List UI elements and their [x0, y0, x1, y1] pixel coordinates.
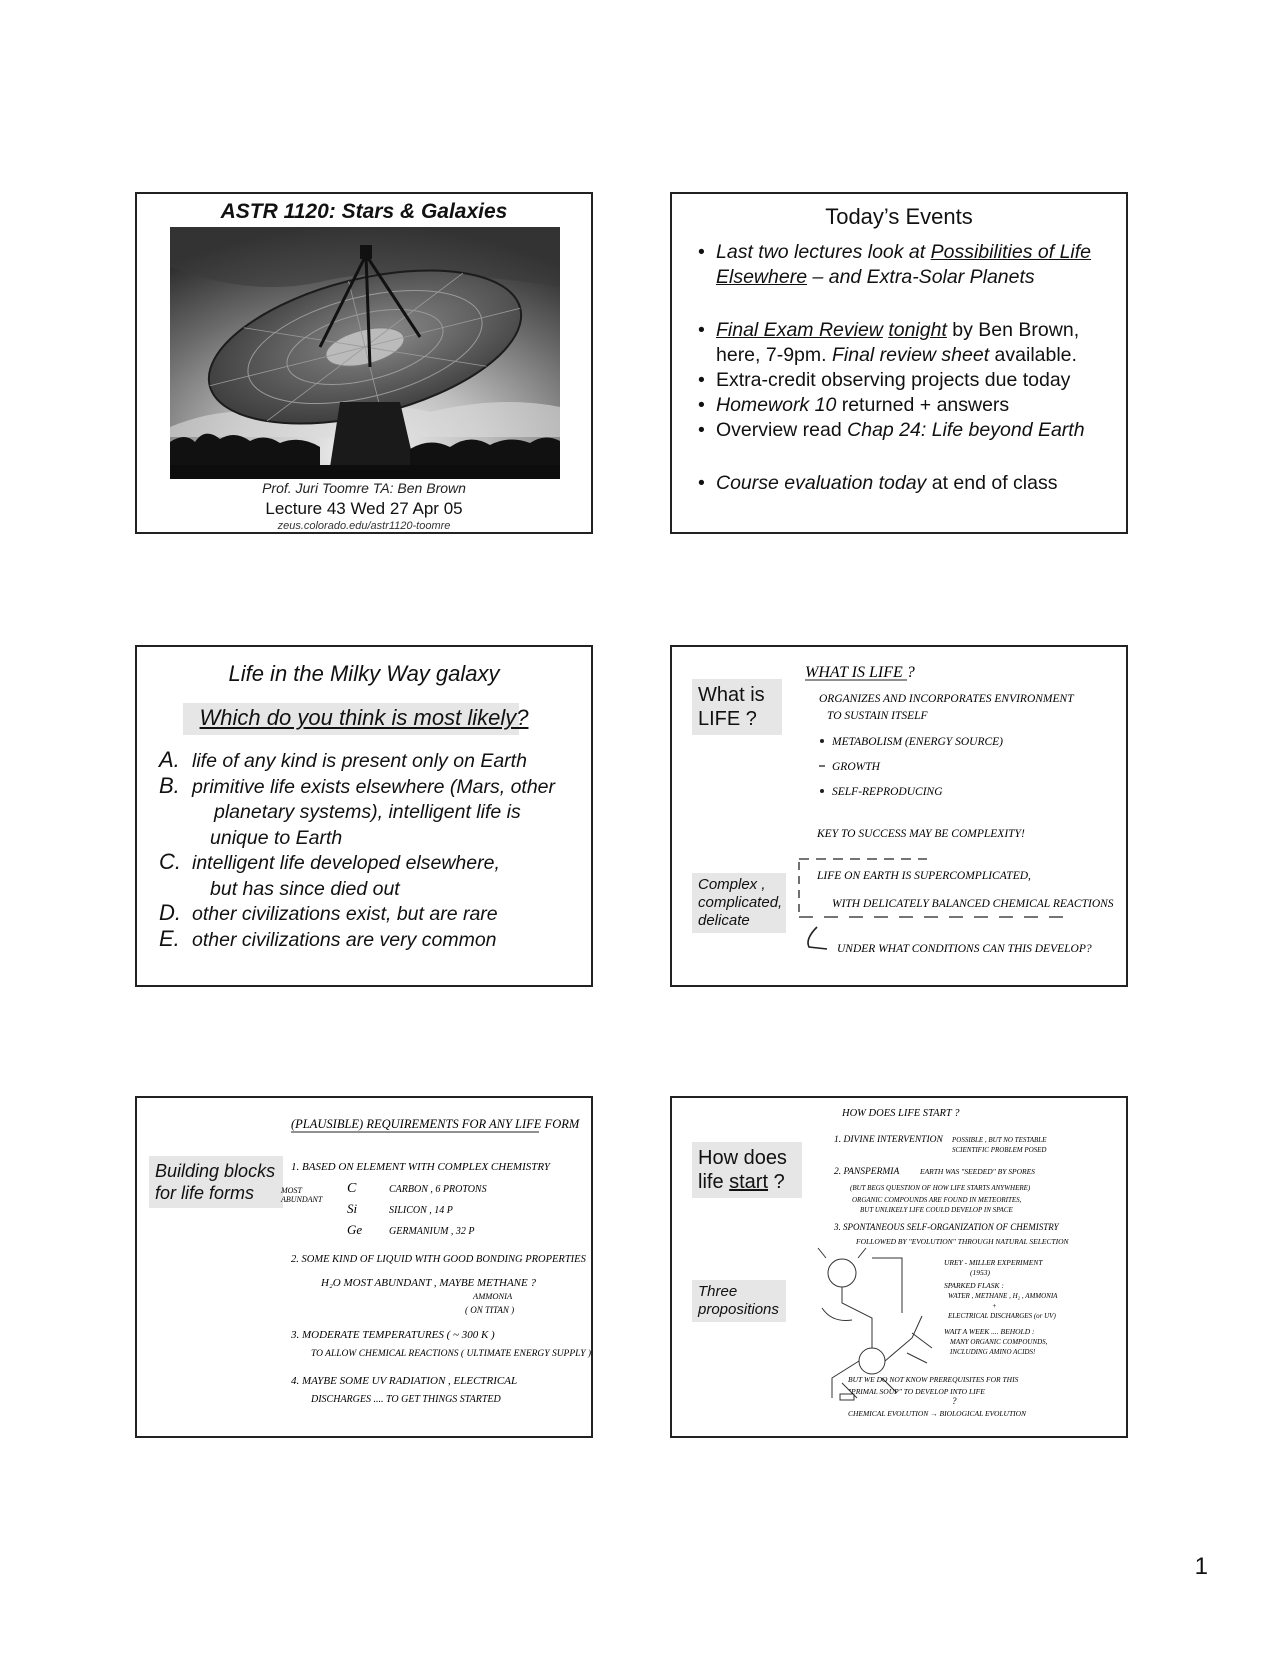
notes-heading: HOW DOES LIFE START ? [842, 1108, 960, 1119]
radio-telescope-photo [170, 227, 560, 479]
svg-text:INCLUDING AMINO ACIDS!: INCLUDING AMINO ACIDS! [950, 1348, 1036, 1356]
handwritten-notes [277, 1098, 593, 1438]
list-item: • Extra-credit observing projects due today [698, 368, 1116, 393]
svg-text:FOLLOWED BY "EVOLUTION" THROUG: FOLLOWED BY "EVOLUTION" THROUGH NATURAL SELECTION [856, 1237, 1069, 1246]
svg-text:DISCHARGES .... TO GET THING: DISCHARGES .... TO GET THINGS STARTED [311, 1394, 501, 1405]
svg-text:EARTH WAS "SEEDED" BY SPORES: EARTH WAS "SEEDED" BY SPORES [920, 1167, 1035, 1176]
slide-title: ASTR 1120: Stars & Galaxies [220, 200, 508, 223]
options-list [159, 749, 589, 953]
slide-life-milky-way [135, 645, 593, 987]
side-note: Complex , complicated, delicate [692, 873, 786, 933]
svg-text:+: + [992, 1302, 997, 1310]
svg-text:ORGANIC COMPOUNDS ARE FOUND IN: ORGANIC COMPOUNDS ARE FOUND IN METEORITES, [852, 1196, 1022, 1204]
option-b: B. primitive life exists elsewhere (Mars, other planetary systems), intelligent life is unique to Earth [159, 772, 556, 849]
svg-text:SILICON , 14 P: SILICON , 14 P [389, 1205, 453, 1216]
svg-text:Ge: Ge [347, 1222, 363, 1237]
events-list [698, 240, 1116, 496]
slide-course-title [135, 192, 593, 534]
list-item: • Homework 10 returned + answers [698, 393, 1116, 418]
svg-text:ABUNDANT: ABUNDANT [281, 1195, 323, 1204]
svg-text:WATER , METHANE , H₂ , AMMONIA: WATER , METHANE , H₂ , AMMONIA [948, 1292, 1058, 1300]
option-d: D. other civilizations exist, but are rare [159, 900, 498, 925]
option-e: E. other civilizations are very common [159, 925, 497, 951]
svg-text:1. DIVINE INTERVENTION: 1. DIVINE INTERVENTION [834, 1135, 943, 1145]
svg-text:BUT WE DO NOT KNOW PREREQUISIT: BUT WE DO NOT KNOW PREREQUISITES FOR THIS [848, 1375, 1019, 1384]
svg-text:ELECTRICAL DISCHARGES (or UV): ELECTRICAL DISCHARGES (or UV) [948, 1312, 1056, 1320]
svg-text:1. BASED ON ELEMENT WITH COMP: 1. BASED ON ELEMENT WITH COMPLEX CHEMISTRY [291, 1161, 551, 1173]
svg-text:(1953): (1953) [970, 1268, 990, 1277]
svg-text:2. PANSPERMIA: 2. PANSPERMIA [834, 1167, 900, 1177]
lecture-info: Lecture 43 Wed 27 Apr 05 [265, 499, 463, 518]
svg-text:GERMANIUM , 32 P: GERMANIUM , 32 P [389, 1226, 475, 1237]
handwritten-notes [777, 647, 1127, 987]
svg-text:KEY TO SUCCESS MAY BE COMPLE: KEY TO SUCCESS MAY BE COMPLEXITY! [817, 828, 1025, 840]
svg-text:AMMONIA: AMMONIA [473, 1291, 513, 1301]
svg-text:?: ? [952, 1396, 957, 1406]
svg-text:MOST: MOST [281, 1186, 302, 1195]
handwritten-notes [812, 1098, 1077, 1438]
svg-text:C: C [347, 1181, 357, 1196]
svg-text:TO SUSTAIN ITSELF: TO SUSTAIN ITSELF [827, 710, 928, 722]
svg-text:POSSIBLE , BUT NO TESTABLE: POSSIBLE , BUT NO TESTABLE [952, 1136, 1047, 1144]
svg-text:Si: Si [347, 1201, 358, 1216]
svg-text:"PRIMAL SOUP" TO DEVELOP INTO: "PRIMAL SOUP" TO DEVELOP INTO LIFE [848, 1387, 985, 1396]
list-item: • Course evaluation today at end of class [698, 471, 1116, 496]
svg-text:3. SPONTANEOUS SELF-ORGANIZA: 3. SPONTANEOUS SELF-ORGANIZATION OF CHEMISTRY [834, 1222, 1059, 1232]
svg-text:H₂O MOST ABUNDANT , MAYBE M: H₂O MOST ABUNDANT , MAYBE METHANE ? [321, 1277, 536, 1289]
page-number: 1 [1194, 1553, 1208, 1580]
svg-text:WITH DELICATELY BALANCED CHE: WITH DELICATELY BALANCED CHEMICAL REACTIONS [832, 898, 1114, 910]
svg-text:CHEMICAL EVOLUTION → BIOLO: CHEMICAL EVOLUTION → BIOLOGICAL EVOLUTION [848, 1409, 1027, 1418]
notes-heading: (PLAUSIBLE) REQUIREMENTS FOR ANY LIFE FORM [291, 1117, 580, 1131]
slide-label: Building blocks for life forms [149, 1156, 283, 1208]
option-a: A. life of any kind is present only on Earth [159, 747, 527, 772]
svg-text:ORGANIZES AND INCORPORATES ENV: ORGANIZES AND INCORPORATES ENVIRONMENT [819, 693, 1074, 705]
list-item: • Final Exam Review tonight by Ben Brown, here, 7-9pm. Final review sheet available. [698, 318, 1116, 368]
svg-text:METABOLISM (ENERGY SOURCE): METABOLISM (ENERGY SOURCE) [832, 736, 1003, 748]
svg-text:UNDER WHAT CONDITIONS CAN THIS: UNDER WHAT CONDITIONS CAN THIS DEVELOP? [837, 943, 1092, 955]
svg-text:WAIT A WEEK .... BEHOLD :: WAIT A WEEK .... BEHOLD : [944, 1327, 1035, 1336]
slide-todays-events [670, 192, 1128, 534]
svg-text:GROWTH: GROWTH [832, 761, 880, 773]
list-item: • Last two lectures look at Possibilities of Life Elsewhere – and Extra-Solar Planets [698, 240, 1116, 290]
svg-text:(BUT BEGS QUESTION OF HOW LIFE: (BUT BEGS QUESTION OF HOW LIFE STARTS ANYWHERE) [850, 1184, 1031, 1192]
svg-text:LIFE ON EARTH IS SUPERCOMPLI: LIFE ON EARTH IS SUPERCOMPLICATED, [817, 870, 1031, 882]
slide-how-does-life-start [670, 1096, 1128, 1438]
svg-text:4. MAYBE SOME UV RADIATION ,: 4. MAYBE SOME UV RADIATION , ELECTRICAL [291, 1375, 518, 1387]
credits: Prof. Juri Toomre TA: Ben Brown [262, 480, 466, 496]
slide-label: How does life start ? [692, 1142, 802, 1198]
svg-text:BUT UNLIKELY LIFE COULD DEVELO: BUT UNLIKELY LIFE COULD DEVELOP IN SPACE [860, 1206, 1013, 1214]
svg-text:MANY ORGANIC COMPOUNDS,: MANY ORGANIC COMPOUNDS, [950, 1338, 1048, 1346]
svg-text:TO ALLOW CHEMICAL REACTIONS (: TO ALLOW CHEMICAL REACTIONS ( ULTIMATE ENERGY SUPPLY ) [311, 1349, 592, 1359]
slide-title: Life in the Milky Way galaxy [228, 661, 500, 686]
question: Which do you think is most likely? [199, 705, 529, 730]
option-c: C. intelligent life developed elsewhere, but has since died out [159, 849, 500, 900]
side-note: Three propositions [692, 1280, 786, 1322]
svg-text:CARBON , 6 PROTONS: CARBON , 6 PROTONS [389, 1184, 487, 1195]
svg-text:SELF-REPRODUCING: SELF-REPRODUCING [832, 786, 943, 798]
slide-building-blocks [135, 1096, 593, 1438]
svg-text:( ON TITAN ): ( ON TITAN ) [465, 1305, 515, 1315]
slide-what-is-life [670, 645, 1128, 987]
notes-heading: WHAT IS LIFE ? [805, 664, 915, 681]
svg-text:SPARKED FLASK :: SPARKED FLASK : [944, 1281, 1004, 1290]
course-url: zeus.colorado.edu/astr1120-toomre [277, 520, 451, 532]
list-item: • Overview read Chap 24: Life beyond Earth [698, 418, 1116, 443]
svg-text:2. SOME KIND OF LIQUID WITH G: 2. SOME KIND OF LIQUID WITH GOOD BONDING PROPERTIES [291, 1254, 586, 1265]
svg-text:SCIENTIFIC PROBLEM POSED: SCIENTIFIC PROBLEM POSED [952, 1146, 1047, 1154]
svg-text:UREY - MILLER EXPERIMENT: UREY - MILLER EXPERIMENT [944, 1258, 1043, 1267]
svg-text:3. MODERATE TEMPERATURES ( ~: 3. MODERATE TEMPERATURES ( ~ 300 K ) [291, 1329, 495, 1341]
slide-title: Today’s Events [825, 204, 973, 229]
slide-label: What is LIFE ? [692, 679, 782, 735]
